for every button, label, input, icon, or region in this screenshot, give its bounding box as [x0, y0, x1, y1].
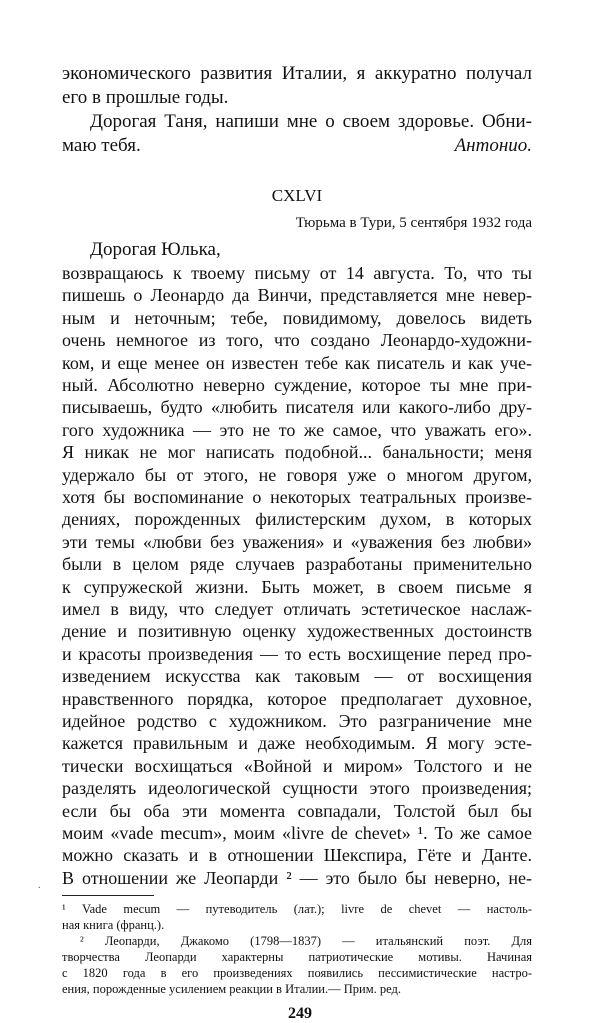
footnote-2-line: с 1820 года в его произведениях появились пессимистические настро- [62, 965, 532, 980]
text-line: Дорогая Таня, напиши мне о своем здоровье. Обни- [90, 111, 532, 132]
text-line: экономического развития Италии, я аккуратно получал [62, 63, 532, 84]
body-line: были в целом ряде случаев разработаны применительно [62, 554, 532, 575]
body-line: разделять идеологической сущности этого произведения; [62, 778, 532, 799]
body-line: ный. Абсолютно неверно суждение, которое ты мне при- [62, 375, 532, 395]
body-line: к супружеской жизни. Быть может, в своем письме я [62, 576, 532, 597]
body-line: кажется правильным и даже необходимым. Я могу эсте- [62, 733, 532, 754]
body-line: нравственного порядка, которое предполагает духовное, [62, 688, 532, 709]
body-line: и красоты произведения — то есть восхищение перед про- [62, 643, 532, 664]
body-line: пишешь о Леонардо да Винчи, представляется мне невер- [62, 285, 532, 306]
salutation: Дорогая Юлька, [90, 239, 221, 260]
body-line: имел в виду, что следует отличать эстетическое наслаж- [62, 599, 532, 619]
body-line: ком, и еще менее он известен тебе как писатель и как уче- [62, 352, 532, 373]
body-line: эти темы «любви без уважения» и «уважения без любви» [62, 531, 532, 552]
letter-number: CXLVI [271, 186, 323, 205]
body-line: писываешь, будто «любить писателя или какого-либо дру- [62, 397, 532, 418]
body-line: дениях, порожденных филистерским духом, в которых [62, 509, 532, 530]
body-line: удержало бы от этого, не говоря уже о многом другом, [62, 464, 532, 485]
body-line: очень немногое из того, что создано Леонардо-художни- [62, 330, 532, 351]
body-line: В отношении же Леопарди ² — это было бы неверно, не- [62, 867, 532, 888]
body-line: Я никак не мог написать подобной... банальности; меня [62, 442, 532, 463]
signature: Антонио. [454, 135, 532, 156]
body-line: хотя бы воспоминание о некоторых театральных произве- [62, 487, 532, 507]
body-line: тически восхищаться «Войной и миром» Толстого и не [62, 755, 532, 776]
body-line: идейное родство с художником. Это разграничение мне [62, 711, 532, 731]
footnote-2-line: творчества Леопарди характерны патриотические мотивы. Начиная [62, 949, 532, 964]
body-line: изведением искусства как таковым — от восхищения [62, 666, 532, 687]
footnote-2-line: ения, порожденные усилением реакции в Италии.— Прим. ред. [62, 981, 401, 996]
dateline: Тюрьма в Тури, 5 сентября 1932 года [295, 215, 532, 231]
footnote-1-line: ная книга (франц.). [62, 917, 165, 932]
body-line: если бы оба эти момента совпадали, Толстой был бы [62, 800, 532, 821]
text-line: маю тебя. [62, 135, 141, 156]
corner-mark: . [38, 880, 41, 891]
footnote-2-line: ² Леопарди, Джакомо (1798—1837) — итальянский поэт. Для [80, 933, 532, 948]
footnote-rule [62, 895, 154, 896]
body-line: дение и позитивную оценку художественных достоинств [62, 621, 532, 642]
page-number: 249 [288, 1004, 312, 1022]
body-line: можно сказать и в отношении Шекспира, Гёте и Данте. [62, 845, 532, 866]
text-line: его в прошлые годы. [62, 87, 229, 108]
footnote-1-line: ¹ Vade mecum — путеводитель (лат.); livre de chevet — настоль- [62, 901, 532, 916]
body-line: моим «vade mecum», моим «livre de chevet» ¹. То же самое [62, 823, 532, 843]
body-line: гого художника — это не то же самое, что уважать его». [62, 419, 532, 440]
body-line: ным и неточным; тебе, повидимому, довелось видеть [62, 307, 532, 328]
body-line: возвращаюсь к твоему письму от 14 августа. То, что ты [62, 263, 532, 283]
